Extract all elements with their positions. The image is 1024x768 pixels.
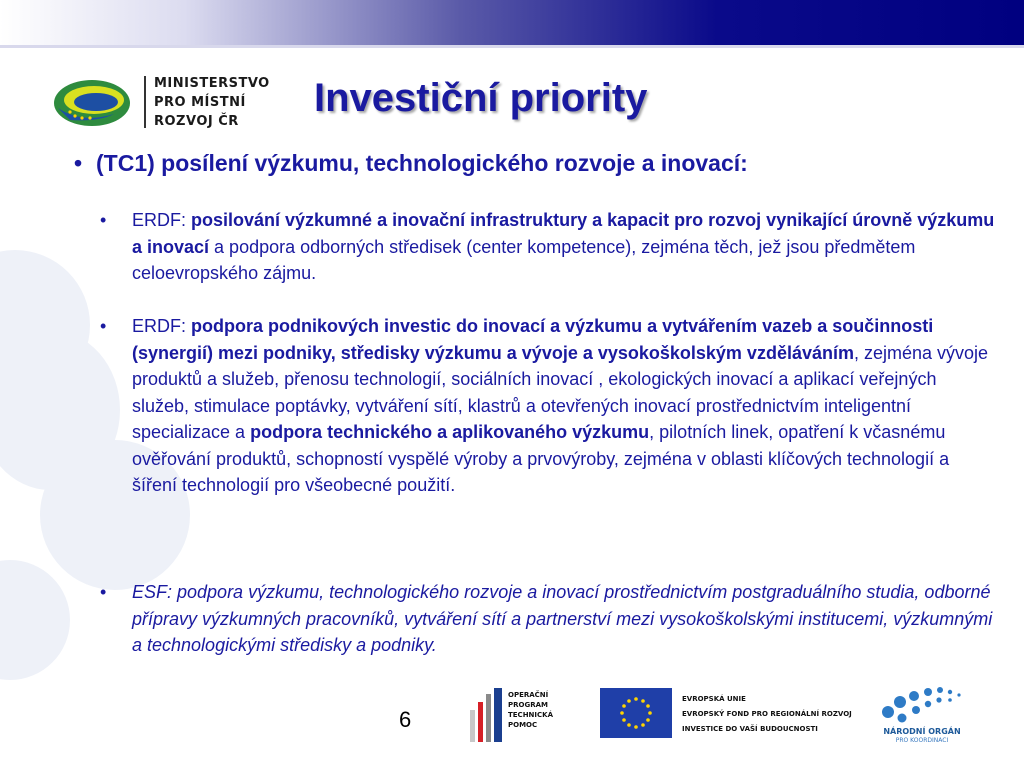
logo-divider — [144, 76, 146, 128]
nok-title: NÁRODNÍ ORGÁN — [883, 727, 961, 736]
bullet-item-text — [132, 207, 998, 287]
nok-subtitle: PRO KOORDINACI — [895, 737, 949, 744]
national-coordination-authority-logo — [876, 682, 976, 752]
eu-flag-icon — [600, 688, 672, 738]
ministry-name — [154, 74, 270, 131]
eu-line: EVROPSKÝ FOND PRO REGIONÁLNÍ ROZVOJ — [682, 710, 852, 718]
background-circle — [0, 560, 70, 680]
bullet-icon: • — [74, 150, 83, 176]
fund-label: ERDF: — [132, 210, 192, 230]
op-line: PROGRAM — [508, 701, 548, 709]
emphasis-text: podpora podnikových investic do inovací a výzkumu a vytvářením vazeb a součinnosti (synergií) mezi podniky, středisky výzkumu a vývoje a vysokoškolským vzděláváním — [132, 316, 934, 363]
op-bars-icon — [468, 688, 504, 744]
eu-text — [682, 692, 852, 737]
emphasis-text: podpora technického a aplikovaného výzkumu — [250, 422, 650, 442]
page-number: 6 — [399, 707, 412, 732]
bullet-icon: • — [100, 582, 107, 602]
eu-line: EVROPSKÁ UNIE — [682, 695, 746, 703]
op-technical-assistance-logo — [468, 688, 572, 744]
bullet-icon: • — [100, 210, 107, 230]
bullet-item-text — [132, 313, 998, 499]
ministry-logo — [52, 74, 292, 134]
body-text: , zejména vývoje produktů a služeb, přenosu technologií, sociálních inovací , ekologických inovací a aplikací veřejných služeb, stimulace poptávky, vytváření sítí, klastrů a otevřených inovací prostřednictvím inteligentní specializace a — [132, 342, 989, 442]
body-text: a podpora odborných středisek (center kompetence), zejména těch, jež jsou předmětem celoevropského zájmu. — [132, 236, 916, 283]
body-text: , pilotních linek, opatření k včasnému ověřování produktů, schopností vyspělé výroby a prvovýroby, zejména v oblasti klíčových technologií a šíření technologií pro všeobecné použití. — [132, 422, 950, 495]
bullet-item-text: ESF: podpora výzkumu, technologického rozvoje a inovací prostřednictvím postgraduálního studia, odborné přípravy výzkumných pracovníků, vytváření sítí a partnerství mezi vysokoškolskými institucemi, výzkumnými a technologickými středisky a podniky. — [132, 582, 993, 655]
bullet-icon: • — [100, 316, 107, 336]
eu-line: INVESTICE DO VAŠÍ BUDOUCNOSTI — [682, 725, 818, 733]
op-line: OPERAČNÍ — [508, 691, 549, 699]
ministry-emblem-icon — [52, 78, 132, 128]
header-divider — [0, 45, 1024, 48]
nok-dots-icon — [876, 682, 966, 730]
emphasis-text: posilování výzkumné a inovační infrastruktury a kapacit pro rozvoj vynikající úrovně výzkumu a inovací — [132, 210, 995, 257]
section-heading-text: (TC1) posílení výzkumu, technologického rozvoje a inovací: — [96, 150, 748, 176]
eu-logo — [600, 688, 860, 744]
slide-title: Investiční priority — [314, 76, 648, 120]
op-text — [508, 690, 553, 730]
header-gradient-bar — [0, 0, 1024, 45]
op-line: POMOC — [508, 721, 538, 729]
op-line: TECHNICKÁ — [508, 711, 553, 719]
ministry-line: ROZVOJ ČR — [154, 114, 239, 129]
ministry-line: MINISTERSTVO — [154, 76, 270, 91]
fund-label: ERDF: — [132, 316, 192, 336]
ministry-line: PRO MÍSTNÍ — [154, 95, 246, 110]
